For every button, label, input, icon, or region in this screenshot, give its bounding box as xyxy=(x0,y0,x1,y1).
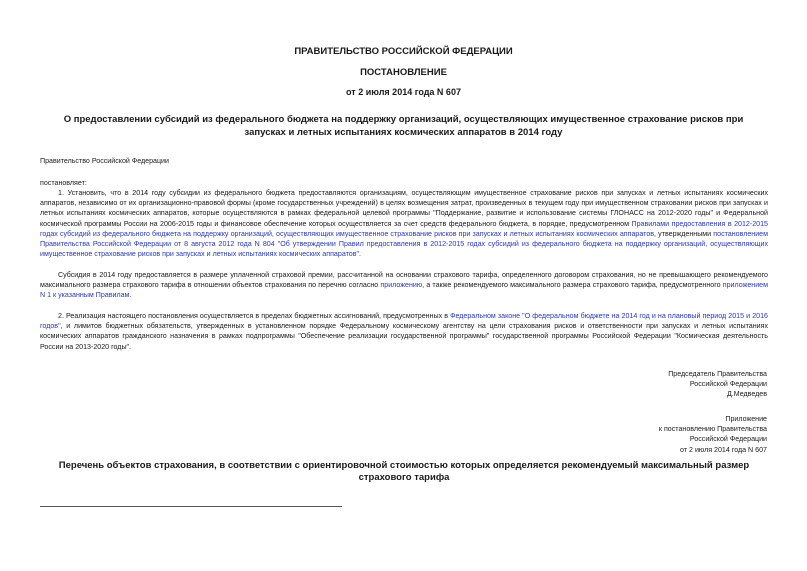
paragraph-2-text-c: . xyxy=(129,291,132,300)
appendix-link[interactable]: приложению xyxy=(380,281,423,290)
horizontal-rule xyxy=(40,506,342,507)
paragraph-2-text-b: , а также рекомендуемого максимального размера страхового тарифа, предусмотренного xyxy=(422,281,723,290)
decree-804-link[interactable]: постановлением Правительства Российской Федерации от 8 августа 2012 года N 804 "Об утверждении Правил предоставления в 2012-2015 годах субсидий из федерального бюджета на поддержку организаций, осуществляющих имущественное страхование рисков при запусках и летных испытаниях космических аппаратов" xyxy=(40,229,768,259)
signature-block xyxy=(567,369,767,400)
appendix-line-2: к постановлению Правительства xyxy=(658,425,767,434)
signature-line-1: Председатель Правительства xyxy=(668,370,767,378)
paragraph-1-text-c: . xyxy=(359,250,361,259)
paragraph-2 xyxy=(40,270,768,301)
paragraph-3 xyxy=(40,311,768,352)
appendix-block xyxy=(567,414,767,455)
rules-link[interactable]: Правилами предоставления в 2012-2015 годах субсидий из федерального бюджета на поддержку организаций, осуществляющих имущественное страхование рисков при запусках и летных испытаниях космических аппаратов xyxy=(40,219,768,238)
issuer-line: Правительство Российской Федерации xyxy=(40,157,169,165)
list-title: Перечень объектов страхования, в соответствии с ориентировочной стоимостью которых определяется рекомендуемый максимальный размер страхового тарифа xyxy=(58,460,750,483)
signature-line-2: Российской Федерации xyxy=(689,380,767,389)
paragraph-2-text-a: Субсидия в 2014 году предоставляется в размере уплаченной страховой премии, рассчитанной на основании страхового тарифа, определенного договором страхования, но не превышающего рекомендуемого максимального размера страхового тарифа в отношении объектов страхования по перечню согласно xyxy=(40,271,768,290)
budget-law-link[interactable]: Федеральном законе "О федеральном бюджете на 2014 год и на плановый период 2015 и 2016 годов" xyxy=(40,312,768,331)
appendix-line-3: Российской Федерации xyxy=(689,435,767,444)
paragraph-3-text-b: , и лимитов бюджетных обязательств, утвержденных в установленном порядке Федеральному космическому агентству на цели страхования рисков и ответственности при запусках и летных испытаниях космических аппаратов гражданского назначения в рамках подпрограммы "Обеспечение реализации государственной программы" государственной программы Российской Федерации "Космическая деятельность России на 2013-2020 годы". xyxy=(40,322,768,351)
doc-type-heading: ПОСТАНОВЛЕНИЕ xyxy=(360,67,447,78)
paragraph-1-text-b: , утвержденными xyxy=(654,229,714,238)
paragraph-1-text-a: 1. Установить, что в 2014 году субсидии из федерального бюджета предоставляются организациям, осуществляющим имущественное страхование рисков при запусках и летных испытаниях космических аппаратов, независимо от их организационно-правовой формы (кроме государственных учреждений) в целях возмещения затрат, произведенных в текущем году при имущественном страховании рисков при запусках и летных испытаниях космических аппаратов, которые осуществляются в рамках федеральной целевой программы "Поддержание, развитие и использование системы ГЛОНАСС на 2012-2020 годы" и Федеральной космической программы России на 2006-2015 годы и финансовое обеспечение которых осуществляется за счет средств федерального бюджета, в порядке, предусмотренном xyxy=(40,189,768,228)
government-heading: ПРАВИТЕЛЬСТВО РОССИЙСКОЙ ФЕДЕРАЦИИ xyxy=(294,46,513,57)
paragraph-1 xyxy=(40,188,768,259)
document-title: О предоставлении субсидий из федерального бюджета на поддержку организаций, осуществляющих имущественное страхование рисков при запусках и летных испытаниях космических аппаратов в 2014 году xyxy=(63,114,744,138)
appendix-line-1: Приложение xyxy=(725,415,767,423)
decree-line: постановляет: xyxy=(40,179,87,187)
paragraph-3-text-a: 2. Реализация настоящего постановления осуществляется в пределах бюджетных ассигнований, предусмотренных в xyxy=(58,312,451,320)
rules-appendix-link[interactable]: приложением N 1 к указанным Правилам xyxy=(40,281,768,300)
appendix-line-4: от 2 июля 2014 года N 607 xyxy=(680,445,767,454)
date-number-heading: от 2 июля 2014 года N 607 xyxy=(346,87,461,97)
signature-line-3: Д.Медведев xyxy=(726,390,767,399)
